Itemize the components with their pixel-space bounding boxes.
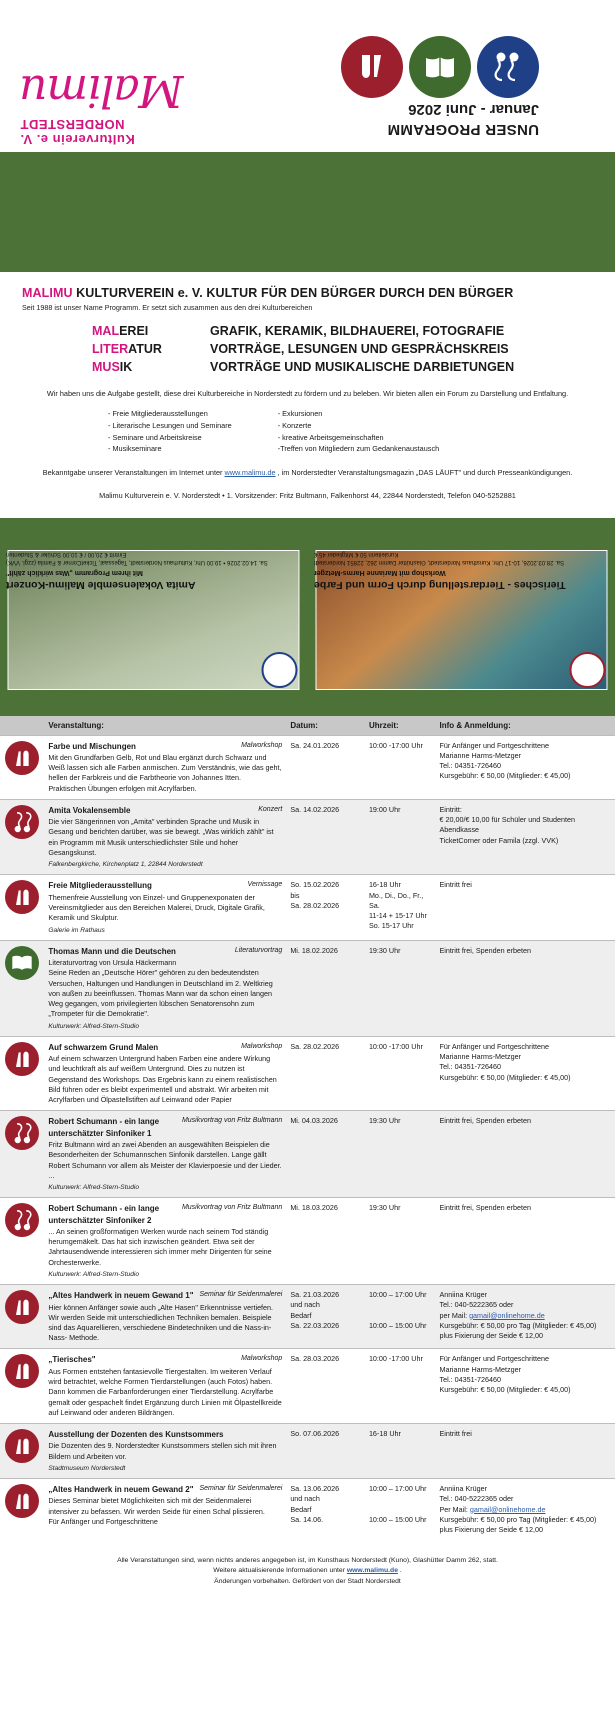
notice-pre: Bekanntgabe unserer Veranstaltungen im Internet unter bbox=[42, 467, 225, 477]
palette-icon bbox=[5, 1484, 39, 1518]
event-title: Konzert Amita Vokalensemble bbox=[48, 805, 283, 815]
event-cell bbox=[44, 1036, 286, 1110]
event-info: Eintritt: € 20,00/€ 10,00 für Schüler und Studenten Abendkasse TicketCorner oder Famila (zzgl. VVK) bbox=[436, 799, 615, 875]
event-cell bbox=[44, 1285, 286, 1349]
event-time: 16-18 Uhr bbox=[365, 1423, 436, 1478]
event-description: Mit den Grundfarben Gelb, Rot und Blau ergänzt durch Schwarz und Weiß lassen sich alle Farben anmischen. Zum Verständnis, wie das geht, hellen der Farbkreis und die Farbtheorie von Johannes Itten. Praktischen Übungen erfolgen mit Acrylfarben. bbox=[48, 753, 282, 793]
event-location: Stadtmuseum Norderstedt bbox=[48, 1464, 126, 1472]
brand-script: Malimu bbox=[20, 65, 184, 117]
event-location: Kulturwerk: Alfred-Stern-Studio bbox=[48, 1183, 139, 1191]
music-icon bbox=[5, 805, 39, 839]
page-title bbox=[22, 286, 593, 300]
notice bbox=[22, 467, 593, 479]
program-period: Januar - Juni 2026 bbox=[408, 101, 539, 118]
category-row bbox=[92, 342, 593, 356]
event-kind: Vernissage bbox=[247, 881, 283, 889]
event-time: 10:00 -17:00 Uhr bbox=[365, 1036, 436, 1110]
title-rest: KULTURVEREIN e. V. KULTUR FÜR DEN BÜRGER DURCH DEN BÜRGER bbox=[72, 286, 514, 300]
palette-icon bbox=[5, 1042, 39, 1076]
event-icon-cell bbox=[0, 1479, 44, 1541]
book-icon bbox=[5, 946, 39, 980]
event-time: 19:00 Uhr bbox=[365, 799, 436, 875]
palette-icon bbox=[5, 880, 39, 914]
event-icon-cell bbox=[0, 1036, 44, 1110]
category-value: VORTRÄGE, LESUNGEN UND GESPRÄCHSKREIS bbox=[210, 342, 509, 356]
event-info: Eintritt frei bbox=[436, 1423, 615, 1478]
category-row bbox=[92, 324, 593, 338]
program-title: UNSER PROGRAMM bbox=[387, 121, 539, 138]
event-time: 10:00 -17:00 Uhr bbox=[365, 735, 436, 799]
photo-right-subtitle: Workshop mit Marianne Harms-Metzger bbox=[313, 568, 446, 576]
event-title: Malworkshop „Tierisches" bbox=[48, 1355, 283, 1365]
brand-line1: Kulturverein e. V. bbox=[20, 132, 135, 147]
event-title: Malworkshop Auf schwarzem Grund Malen bbox=[48, 1042, 283, 1052]
event-info: Für Anfänger und Fortgeschrittene Marianne Harms-Metzger Tel.: 04351-726460 Kursgebühr: € 50,00 (Mitglieder: € 45,00) bbox=[436, 1349, 615, 1423]
table-row bbox=[0, 1479, 615, 1541]
list-item: - Literarische Lesungen und Seminare bbox=[108, 420, 232, 430]
event-info: Für Anfänger und Fortgeschrittene Marianne Harms-Metzger Tel.: 04351-726460 Kursgebühr: € 50,00 (Mitglieder: € 45,00) bbox=[436, 1036, 615, 1110]
event-icon-cell bbox=[0, 1349, 44, 1423]
footnote-line1: Alle Veranstaltungen sind, wenn nichts anderes angegeben ist, im Kunsthaus Norderstedt (Kuno), Glashütter Damm 262, statt. bbox=[117, 1557, 498, 1565]
palette-icon bbox=[5, 1354, 39, 1388]
table-row bbox=[0, 1423, 615, 1478]
list-item: - Konzerte bbox=[277, 420, 312, 430]
photo-right-details: Sa. 28.03.2026, 10-17 Uhr, Kunsthaus Norderstedt, Glashütter Damm 262, 22851 Norderstedt bbox=[313, 559, 564, 566]
email-link[interactable]: gamail@onlinehome.de bbox=[469, 1504, 546, 1514]
palette-icon bbox=[341, 36, 403, 98]
music-icon bbox=[5, 1203, 39, 1237]
event-date: Sa. 28.02.2026 bbox=[286, 1036, 365, 1110]
event-kind: Malworkshop bbox=[241, 1355, 283, 1363]
offer-list-right bbox=[278, 408, 439, 455]
logo-seal-red bbox=[569, 652, 605, 688]
event-cell bbox=[44, 1423, 286, 1478]
event-title: Malworkshop Farbe und Mischungen bbox=[48, 741, 283, 751]
event-title: Literaturvortrag Thomas Mann und die Deutschen bbox=[48, 946, 283, 956]
table-row bbox=[0, 1285, 615, 1349]
green-band-top bbox=[0, 152, 615, 272]
palette-icon bbox=[5, 1429, 39, 1463]
list-item: -Treffen von Mitgliedern zum Gedankenaustausch bbox=[277, 444, 440, 454]
event-kind: Konzert bbox=[258, 805, 283, 813]
event-description: Die vier Sängerinnen von „Amita" verbinden Sprache und Musik in Gesang und berichten darüber, was sie bewegt. „Was wirklich zählt" ist ein Programm mit Musik unterschiedlichster Stile und hoher Gesangskunst. bbox=[48, 817, 274, 857]
event-title: Seminar für Seidenmalerei „Altes Handwerk in neuem Gewand 1" bbox=[48, 1291, 283, 1301]
event-info: Anniina Krüger Tel.: 040-5222365 oder per Mail: gamail@onlinehome.de Kursgebühr: € 50,00 pro Tag (Mitglieder: € 45,00) plus Fixierung der Seide € 12,00 bbox=[436, 1285, 615, 1349]
event-kind: Seminar für Seidenmalerei bbox=[199, 1291, 283, 1299]
event-date: Sa. 21.03.2026 und nach Bedarf Sa. 22.03.2026 bbox=[286, 1285, 365, 1349]
event-time: 16-18 Uhr Mo., Di., Do., Fr., Sa. 11-14 + 15-17 Uhr So. 15-17 Uhr bbox=[365, 875, 436, 940]
list-item: - Exkursionen bbox=[277, 409, 323, 419]
event-kind: Musikvortrag von Fritz Bultmann bbox=[181, 1204, 283, 1212]
header bbox=[0, 0, 615, 152]
event-date: Sa. 14.02.2026 bbox=[286, 799, 365, 875]
table-row bbox=[0, 1349, 615, 1423]
event-description: Aus Formen entstehen fantasievolle Tiergestalten. Im weiteren Verlauf wird betrachtet, welche Formen Tierdarstellungen (auch Fotos) haben. Dann kommen die Farbanforderungen einer Tierdarstellung. Acrylfarbe gemalt oder gespachelt findet Ergänzung durch Linien mit Ölpastellkreide auf Leinwand oder anderen Bildrängen. bbox=[48, 1366, 282, 1417]
table-row bbox=[0, 875, 615, 940]
event-time: 10:00 -17:00 Uhr bbox=[365, 1349, 436, 1423]
th-time: Uhrzeit: bbox=[365, 716, 436, 736]
event-location: Kulturwerk: Alfred-Stern-Studio bbox=[48, 1270, 139, 1278]
footnote bbox=[0, 1550, 615, 1599]
event-icon-cell bbox=[0, 1285, 44, 1349]
event-cell bbox=[44, 1479, 286, 1541]
footnote-line2-post: . bbox=[397, 1567, 402, 1575]
table-row bbox=[0, 1036, 615, 1110]
logo-icons bbox=[341, 36, 539, 98]
list-item: - kreative Arbeitsgemeinschaften bbox=[277, 432, 384, 442]
event-cell bbox=[44, 875, 286, 940]
notice-post: , im Norderstedter Veranstaltungsmagazin „DAS LÄUFT" und durch Presseankündigungen. bbox=[275, 467, 573, 477]
event-icon-cell bbox=[0, 1423, 44, 1478]
offer-lists bbox=[22, 408, 593, 455]
event-time: 19:30 Uhr bbox=[365, 1111, 436, 1198]
event-kind: Musikvortrag von Fritz Bultmann bbox=[181, 1117, 283, 1125]
event-description: Dieses Seminar bietet Möglichkeiten sich mit der Seidenmalerei intensiver zu befassen. Wir werden Seide für einen Schal plissieren. Für Anfänger und Fortgeschrittene bbox=[48, 1496, 265, 1526]
event-time: 19:30 Uhr bbox=[365, 940, 436, 1036]
category-value: VORTRÄGE UND MUSIKALISCHE DARBIETUNGEN bbox=[210, 360, 515, 374]
photo-left-details: Sa. 14.02.2026 • 19.00 Uhr, Kulturhaus Norderstedt, Tagessaal, TicketCorner & Famila (zzgl. VVK) bbox=[6, 559, 268, 566]
brand-line2: NORDERSTEDT bbox=[20, 117, 125, 133]
event-kind: Malworkshop bbox=[241, 1042, 283, 1050]
th-date: Datum: bbox=[286, 716, 365, 736]
event-date: Sa. 13.06.2026 und nach Bedarf Sa. 14.06. bbox=[286, 1479, 365, 1541]
category-key-rest: EREI bbox=[119, 324, 149, 338]
th-info: Info & Anmeldung: bbox=[436, 716, 615, 736]
category-key-rest: ATUR bbox=[128, 342, 162, 356]
footnote-website-link[interactable]: www.malimu.de bbox=[346, 1567, 398, 1575]
title-highlight: MALIMU bbox=[22, 286, 73, 300]
event-info: Anniina Krüger Tel.: 040-5222365 oder Per Mail: gamail@onlinehome.de Kursgebühr: € 50,00 pro Tag (Mitglieder: € 45,00) plus Fixierung der Seide € 12,00 bbox=[436, 1479, 615, 1541]
event-info: Für Anfänger und Fortgeschrittene Marianne Harms-Metzger Tel.: 04351-726460 Kursgebühr: € 50,00 (Mitglieder: € 45,00) bbox=[436, 735, 615, 799]
event-icon-cell bbox=[0, 1198, 44, 1285]
photo-right bbox=[308, 546, 615, 716]
association-address: Malimu Kulturverein e. V. Norderstedt • 1. Vorsitzender: Fritz Bultmann, Falkenhorst 44, 22844 Norderstedt, Telefon 040-5252881 bbox=[99, 490, 516, 500]
music-icon bbox=[477, 36, 539, 98]
photo-right-details2: Kursleiterin 50 € Mitglieder 45 € bbox=[313, 550, 398, 557]
event-description: Themenfreie Ausstellung von Einzel- und Gruppenexponaten der Vereinsmitglieder aus den Bereichen Malerei, Druck, Digitale Grafik, Keramik und Skulptur. bbox=[48, 892, 265, 923]
event-title: Seminar für Seidenmalerei „Altes Handwerk in neuem Gewand 2" bbox=[48, 1485, 283, 1495]
event-date: Sa. 28.03.2026 bbox=[286, 1349, 365, 1423]
event-icon-cell bbox=[0, 940, 44, 1036]
event-date: Mi. 18.03.2026 bbox=[286, 1198, 365, 1285]
event-cell bbox=[44, 735, 286, 799]
event-icon-cell bbox=[0, 799, 44, 875]
event-time: 19:30 Uhr bbox=[365, 1198, 436, 1285]
green-band-mid bbox=[0, 518, 615, 546]
event-cell bbox=[44, 1198, 286, 1285]
footnote-line2 bbox=[18, 1566, 597, 1576]
event-title: Musikvortrag von Fritz Bultmann Robert Schumann - ein lange unterschätzter Sinfoniker 2 bbox=[48, 1204, 283, 1225]
th-icon bbox=[0, 716, 44, 736]
event-time: 10:00 – 17:00 Uhr 10:00 – 15:00 Uhr bbox=[365, 1285, 436, 1349]
photo-left bbox=[0, 546, 308, 716]
event-location: Kulturwerk: Alfred-Stern-Studio bbox=[48, 1022, 139, 1030]
event-kind: Seminar für Seidenmalerei bbox=[199, 1485, 283, 1493]
event-info: Eintritt frei, Spenden erbeten bbox=[436, 940, 615, 1036]
category-row bbox=[92, 360, 593, 374]
table-header-row bbox=[0, 716, 615, 736]
brand-block bbox=[20, 16, 310, 146]
event-description: Literaturvortrag von Ursula Häckermann Seine Reden an „Deutsche Hörer" gehören zu den bedeutendsten Versuchen, Haltungen und Handlungen in Deutschland im 2. Weltkrieg von außen zu beeinflussen. Thomas Mann war da schon einen langen Weg gegangen, vom privilegierten lübschen Senatorensohn zum „Trompeter für die Demokratie". bbox=[48, 958, 273, 1019]
event-date: So. 07.06.2026 bbox=[286, 1423, 365, 1478]
book-icon bbox=[409, 36, 471, 98]
tagline: Seit 1988 ist unser Name Programm. Er setzt sich zusammen aus den drei Kulturbereichen bbox=[22, 303, 313, 312]
list-item: - Musikseminare bbox=[108, 444, 162, 454]
table-row bbox=[0, 940, 615, 1036]
event-icon-cell bbox=[0, 1111, 44, 1198]
event-description: ... An seinen großformatigen Werken wurde nach seinem Tod ständig herumgemäkelt. Das hat sich inzwischen geändert. Etwa seit der Jahrtausendwende interessieren sich immer mehr Dirigenten für seine Orchesterwerke. bbox=[48, 1227, 272, 1267]
event-date: So. 15.02.2026 bis Sa. 28.02.2026 bbox=[286, 875, 365, 940]
table-row bbox=[0, 1198, 615, 1285]
event-info: Eintritt frei, Spenden erbeten bbox=[436, 1111, 615, 1198]
program-table bbox=[0, 716, 615, 1541]
category-list bbox=[92, 324, 593, 374]
category-key-hl: LITER bbox=[92, 342, 129, 356]
event-date: Mi. 04.03.2026 bbox=[286, 1111, 365, 1198]
logo-block bbox=[327, 14, 577, 144]
event-kind: Literaturvortrag bbox=[234, 946, 283, 954]
palette-icon bbox=[5, 1290, 39, 1324]
event-info: Eintritt frei bbox=[436, 875, 615, 940]
palette-icon bbox=[5, 741, 39, 775]
footnote-line2-pre: Weitere aktualisierende Informationen unter bbox=[213, 1567, 347, 1575]
event-icon-cell bbox=[0, 875, 44, 940]
table-row bbox=[0, 1111, 615, 1198]
list-item: - Freie Mitgliederausstellungen bbox=[108, 409, 208, 419]
event-cell bbox=[44, 1111, 286, 1198]
event-title: Vernissage Freie Mitgliederausstellung bbox=[48, 881, 283, 891]
photo-right-caption bbox=[308, 546, 615, 595]
intro-section bbox=[0, 272, 615, 518]
event-cell bbox=[44, 940, 286, 1036]
category-value: GRAFIK, KERAMIK, BILDHAUEREI, FOTOGRAFIE bbox=[210, 324, 505, 338]
event-location: Galerie im Rathaus bbox=[48, 926, 105, 934]
table-row bbox=[0, 735, 615, 799]
event-title: Musikvortrag von Fritz Bultmann Robert Schumann - ein lange unterschätzter Sinfoniker 1 bbox=[48, 1117, 283, 1138]
list-item: - Seminare und Arbeitskreise bbox=[108, 432, 202, 442]
table-body bbox=[0, 735, 615, 1540]
category-key bbox=[92, 324, 210, 338]
program-table-wrap bbox=[0, 716, 615, 1551]
photo-left-title: Amita Vokalensemble Malimu-Konzert bbox=[6, 578, 196, 591]
photo-left-caption bbox=[0, 546, 308, 595]
event-title: Ausstellung der Dozenten des Kunstsommers bbox=[48, 1429, 224, 1439]
event-description: Hier können Anfänger sowie auch „Alte Hasen" Erkenntnisse vertiefen. Wir werden Seide mit unterschiedlichen Techniken bemalen. Beispiele sind das Aquarellieren, verschiedene Bindetechniken und die Nass-in-Nass- Methode. bbox=[48, 1302, 274, 1343]
photo-left-details2: Eintritt € 20,00 / € 10,00 Schüler & Studenten bbox=[6, 550, 127, 557]
event-icon-cell bbox=[0, 735, 44, 799]
table-row bbox=[0, 799, 615, 875]
category-key-hl: MAL bbox=[92, 324, 120, 338]
email-link[interactable]: gamail@onlinehome.de bbox=[469, 1310, 545, 1320]
category-key bbox=[92, 342, 210, 356]
event-location: Falkenbergkirche, Kirchenplatz 1, 22844 Norderstedt bbox=[48, 861, 203, 869]
event-date: Sa. 24.01.2026 bbox=[286, 735, 365, 799]
category-key-rest: IK bbox=[119, 360, 133, 374]
event-cell bbox=[44, 1349, 286, 1423]
footnote-line3: Änderungen vorbehalten. Gefördert von der Stadt Norderstedt bbox=[214, 1577, 401, 1585]
event-info: Eintritt frei, Spenden erbeten bbox=[436, 1198, 615, 1285]
event-date: Mi. 18.02.2026 bbox=[286, 940, 365, 1036]
music-icon bbox=[5, 1116, 39, 1150]
logo-seal-blue bbox=[262, 652, 298, 688]
event-description: Auf einem schwarzen Untergrund haben Farben eine andere Wirkung und leuchtkraft als auf weißem Untergrund. Dies zu nutzen ist Gegenstand des Workshops. Das Ergebnis kann zu einem realistischen Bild führen oder es bleibt experimentell und abstrakt. Wir arbeiten mit Acrylfarben und Ölpastellstiften auf Leinwand oder Papier bbox=[48, 1054, 277, 1105]
event-description: Fritz Bultmann wird an zwei Abenden an ausgewählten Beispielen die Besonderheiten der Schumannschen Sinfonik darstellen. Lange gällt Robert Schumann vor allem als Meister der Klavierpoesie und der Lieder. ... bbox=[48, 1140, 282, 1180]
event-description: Die Dozenten des 9. Norderstedter Kunstsommers stellen sich mit ihren Bildern und Arbeiten vor. bbox=[48, 1441, 277, 1461]
event-cell bbox=[44, 799, 286, 875]
photo-right-title: Tierisches - Tierdarstellung durch Form und Farbe bbox=[313, 578, 566, 591]
event-kind: Malworkshop bbox=[241, 741, 283, 749]
website-link[interactable]: www.malimu.de bbox=[224, 467, 276, 477]
th-event: Veranstaltung: bbox=[44, 716, 286, 736]
photo-band bbox=[0, 546, 615, 716]
intro-paragraph: Wir haben uns die Aufgabe gestellt, diese drei Kulturbereiche in Norderstedt zu fördern und zu beleben. Wir bieten allen ein Forum zu Darstellung und Entfaltung. bbox=[46, 389, 569, 398]
offer-list-left bbox=[108, 408, 232, 455]
photo-left-subtitle: Mit ihrem Programm „Was wirklich zählt" bbox=[6, 568, 143, 576]
category-key bbox=[92, 360, 210, 374]
event-time: 10:00 – 17:00 Uhr 10:00 – 15:00 Uhr bbox=[365, 1479, 436, 1541]
category-key-hl: MUS bbox=[92, 360, 120, 374]
